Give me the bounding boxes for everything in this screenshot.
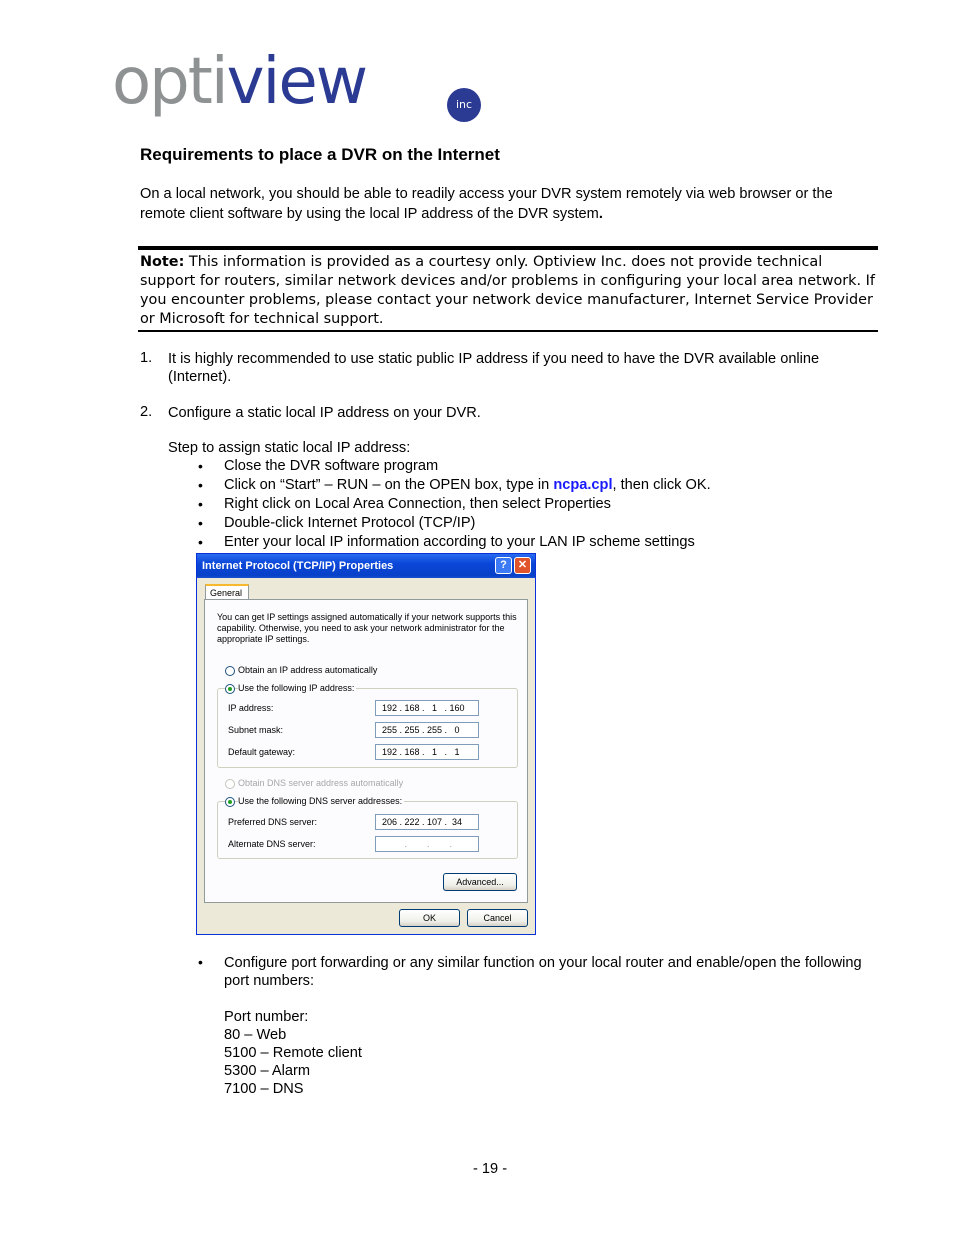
logo-view: view bbox=[226, 45, 367, 119]
ports-title: Port number: bbox=[224, 1009, 309, 1025]
step-2-number: 2. bbox=[140, 404, 153, 420]
ncpa-highlight: ncpa.cpl bbox=[553, 477, 613, 493]
radio-static-dns-label: Use the following DNS server addresses: bbox=[238, 796, 403, 806]
subnet-mask-label: Subnet mask: bbox=[228, 725, 284, 735]
bullet-dot: • bbox=[198, 496, 203, 512]
tcpip-properties-dialog bbox=[196, 553, 536, 935]
alternate-dns-label: Alternate DNS server: bbox=[228, 839, 316, 849]
section-heading: Requirements to place a DVR on the Internet bbox=[140, 145, 500, 164]
port-item: 5300 – Alarm bbox=[224, 1063, 310, 1079]
step-2-text: Configure a static local IP address on your DVR. bbox=[168, 405, 481, 421]
step-1-number: 1. bbox=[140, 350, 153, 366]
bullet-2-pre: Click on “Start” – RUN – on the OPEN box, type in bbox=[224, 477, 554, 493]
radio-auto-ip[interactable] bbox=[225, 666, 235, 676]
close-icon[interactable]: ✕ bbox=[514, 557, 531, 574]
radio-auto-dns[interactable] bbox=[225, 779, 235, 789]
help-icon[interactable]: ? bbox=[495, 557, 512, 574]
note-bottom-rule bbox=[138, 330, 878, 332]
bullet-1: Close the DVR software program bbox=[224, 458, 439, 474]
intro-paragraph bbox=[140, 184, 870, 224]
cancel-button[interactable]: Cancel bbox=[467, 909, 528, 927]
bullet-3: Right click on Local Area Connection, then select Properties bbox=[224, 496, 611, 512]
page-number: - 19 - bbox=[473, 1161, 508, 1177]
preferred-dns-label: Preferred DNS server: bbox=[228, 817, 318, 827]
intro-end: . bbox=[598, 206, 603, 222]
advanced-button[interactable]: Advanced... bbox=[443, 873, 517, 891]
bullet-2-post: , then click OK. bbox=[612, 477, 711, 493]
radio-static-ip[interactable] bbox=[225, 684, 235, 694]
tab-general[interactable]: General bbox=[205, 584, 249, 600]
step-1-text: It is highly recommended to use static public IP address if you need to have the DVR available online (Internet). bbox=[168, 351, 820, 385]
optiview-logo bbox=[112, 45, 482, 128]
port-item: 80 – Web bbox=[224, 1027, 287, 1043]
dialog-titlebar: Internet Protocol (TCP/IP) Properties bbox=[197, 554, 535, 578]
bullet-4: Double-click Internet Protocol (TCP/IP) bbox=[224, 515, 476, 531]
bullet-dot: • bbox=[198, 515, 203, 531]
note-box bbox=[140, 253, 876, 329]
note-label: Note: bbox=[140, 254, 185, 270]
default-gateway-label: Default gateway: bbox=[228, 747, 296, 757]
radio-static-dns[interactable] bbox=[225, 797, 235, 807]
logo-inc-badge: inc bbox=[447, 88, 481, 122]
port-forwarding-bullet: Configure port forwarding or any similar function on your local router and enable/open the following port numbers: bbox=[224, 955, 862, 989]
radio-auto-ip-label: Obtain an IP address automatically bbox=[238, 665, 378, 675]
radio-auto-dns-label: Obtain DNS server address automatically bbox=[238, 778, 404, 788]
bullet-dot: • bbox=[198, 534, 203, 550]
default-gateway-field[interactable]: 192 . 168 . 1 . 1 bbox=[375, 744, 479, 760]
radio-static-ip-label: Use the following IP address: bbox=[238, 683, 355, 693]
logo-wordmark bbox=[112, 45, 367, 119]
alternate-dns-field[interactable]: . . . bbox=[375, 836, 479, 852]
note-top-rule bbox=[138, 246, 878, 250]
intro-text: On a local network, you should be able to readily access your DVR system remotely via web browser or the remote client software by using the local IP address of the DVR system bbox=[140, 186, 833, 222]
preferred-dns-field[interactable]: 206 . 222 . 107 . 34 bbox=[375, 814, 479, 830]
logo-opti: opti bbox=[112, 45, 227, 119]
bullet-dot: • bbox=[198, 477, 203, 493]
subnet-mask-field[interactable]: 255 . 255 . 255 . 0 bbox=[375, 722, 479, 738]
port-item: 7100 – DNS bbox=[224, 1081, 304, 1097]
port-item: 5100 – Remote client bbox=[224, 1045, 362, 1061]
sub-heading: Step to assign static local IP address: bbox=[168, 440, 411, 456]
general-tab-panel bbox=[204, 599, 528, 903]
note-text: This information is provided as a courtesy only. Optiview Inc. does not provide technical support for routers, similar network devices and/or problems in configuring your local area network. If you encounter problems, please contact your network device manufacturer, Internet Service Provider or Microsoft for technical support. bbox=[140, 254, 875, 327]
bullet-2 bbox=[224, 477, 711, 493]
bullet-5: Enter your local IP information according to your LAN IP scheme settings bbox=[224, 534, 695, 550]
ip-address-field[interactable]: 192 . 168 . 1 . 160 bbox=[375, 700, 479, 716]
bullet-dot: • bbox=[198, 458, 203, 474]
bullet-dot: • bbox=[198, 954, 203, 970]
ip-address-label: IP address: bbox=[228, 703, 274, 713]
ok-button[interactable]: OK bbox=[399, 909, 460, 927]
dialog-description: You can get IP settings assigned automatically if your network supports this capability. Otherwise, you need to ask your network administrator for the appropriate IP settings. bbox=[217, 612, 517, 644]
